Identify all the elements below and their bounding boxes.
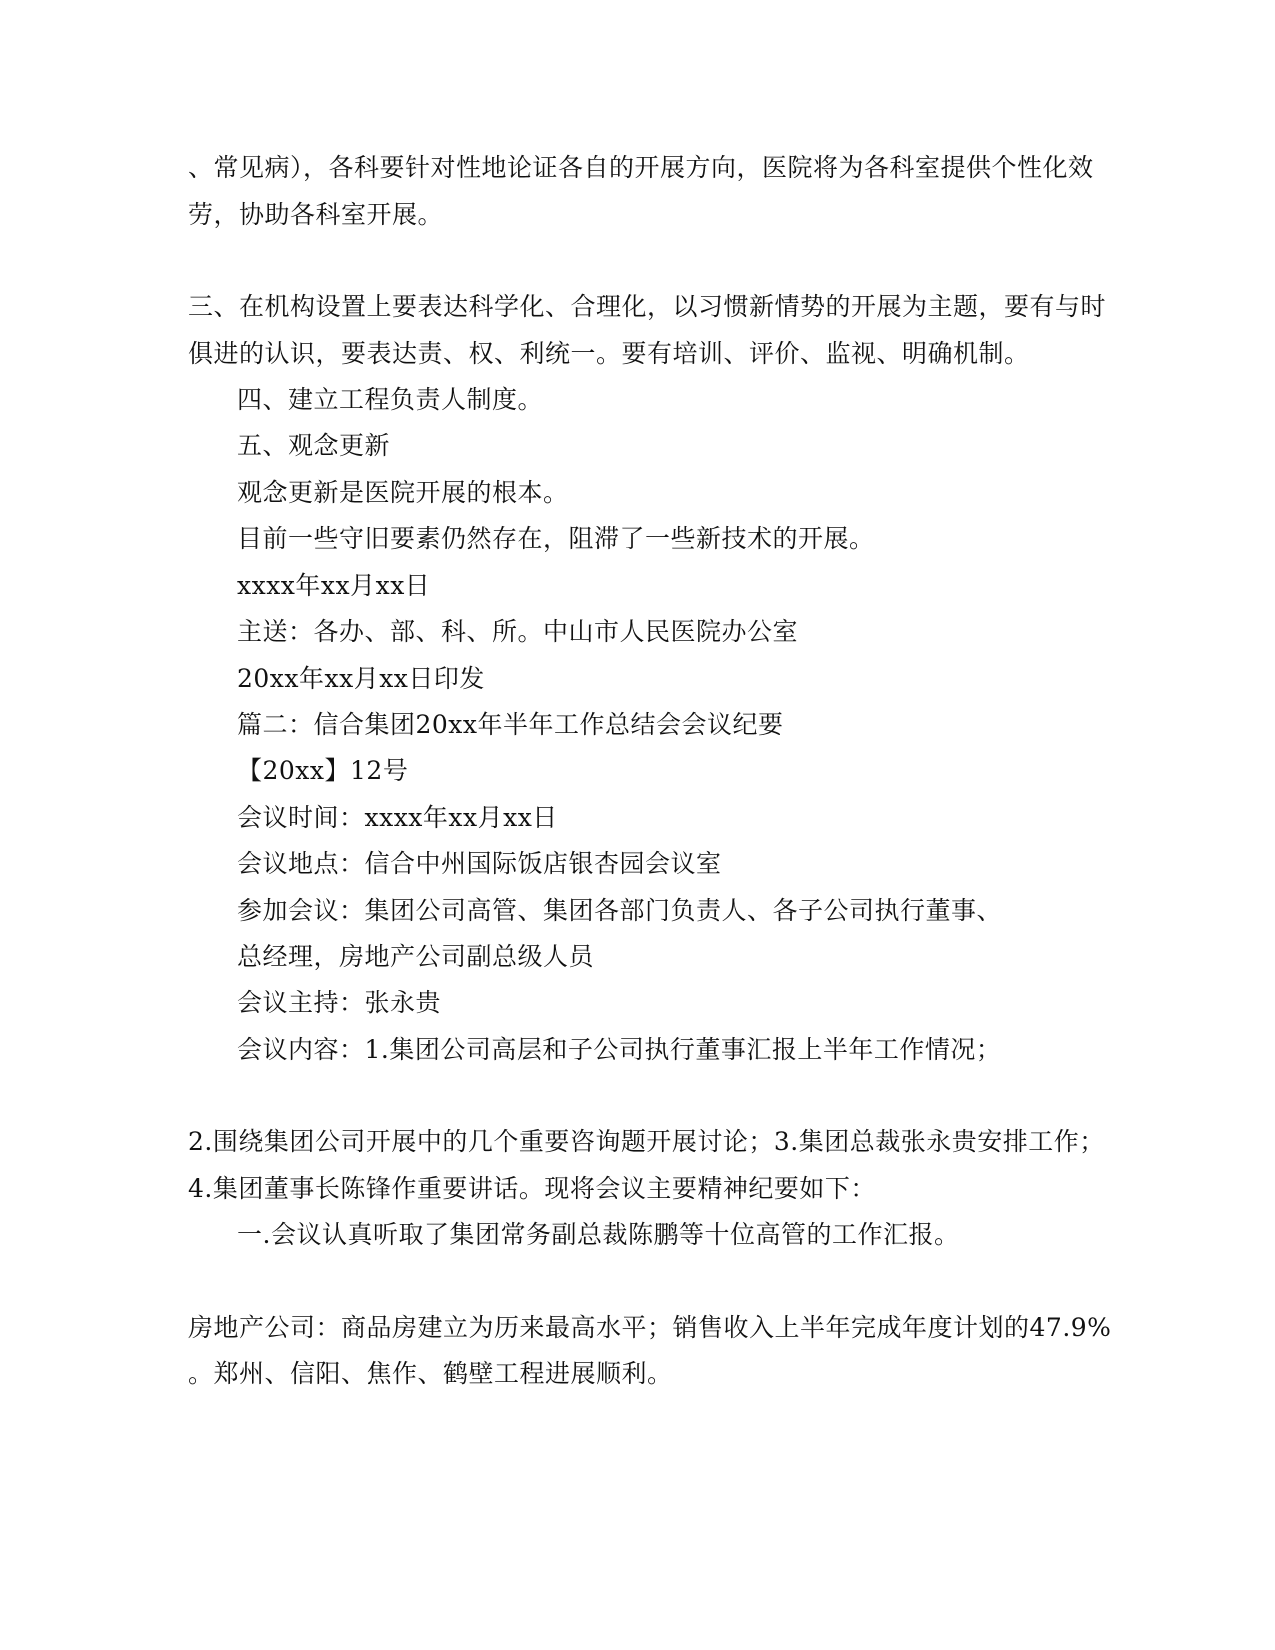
text-line: 目前一些守旧要素仍然存在，阻滞了一些新技术的开展。 — [237, 524, 875, 553]
text-line: 会议主持：张永贵 — [237, 988, 442, 1017]
text-line: 4.集团董事长陈锋作重要讲话。现将会议主要精神纪要如下： — [188, 1174, 876, 1203]
section-heading: 篇二：信合集团20xx年半年工作总结会会议纪要 — [237, 710, 784, 739]
text-line: 一.会议认真听取了集团常务副总裁陈鹏等十位高管的工作汇报。 — [237, 1220, 960, 1249]
text-line: 参加会议：集团公司高管、集团各部门负责人、各子公司执行董事、 — [237, 896, 1003, 925]
text-line: 主送：各办、部、科、所。中山市人民医院办公室 — [237, 617, 799, 646]
text-line: 会议内容：1.集团公司高层和子公司执行董事汇报上半年工作情况； — [237, 1035, 1002, 1064]
text-line: 、常见病），各科要针对性地论证各自的开展方向，医院将为各科室提供个性化效 — [188, 153, 1094, 182]
text-line: 劳，协助各科室开展。 — [188, 200, 444, 229]
date-line: xxxx年xx月xx日 — [237, 571, 431, 600]
document-number: 【20xx】12号 — [237, 756, 409, 785]
text-line: 2.围绕集团公司开展中的几个重要咨询题开展讨论；3.集团总裁张永贵安排工作； — [188, 1127, 1105, 1156]
text-line: 会议地点：信合中州国际饭店银杏园会议室 — [237, 849, 722, 878]
text-line: 俱进的认识，要表达责、权、利统一。要有培训、评价、监视、明确机制。 — [188, 339, 1030, 368]
text-line: 五、观念更新 — [237, 431, 391, 460]
text-line: 观念更新是医院开展的根本。 — [237, 478, 569, 507]
text-line: 房地产公司：商品房建立为历来最高水平；销售收入上半年完成年度计划的47.9% — [188, 1313, 1112, 1342]
text-line: 四、建立工程负责人制度。 — [237, 385, 544, 414]
text-line: 。郑州、信阳、焦作、鹤壁工程进展顺利。 — [188, 1359, 673, 1388]
text-line: 会议时间：xxxx年xx月xx日 — [237, 803, 558, 832]
text-line: 三、在机构设置上要表达科学化、合理化，以习惯新情势的开展为主题，要有与时 — [188, 292, 1107, 321]
text-line: 总经理，房地产公司副总级人员 — [237, 942, 595, 971]
date-line: 20xx年xx月xx日印发 — [237, 664, 485, 693]
